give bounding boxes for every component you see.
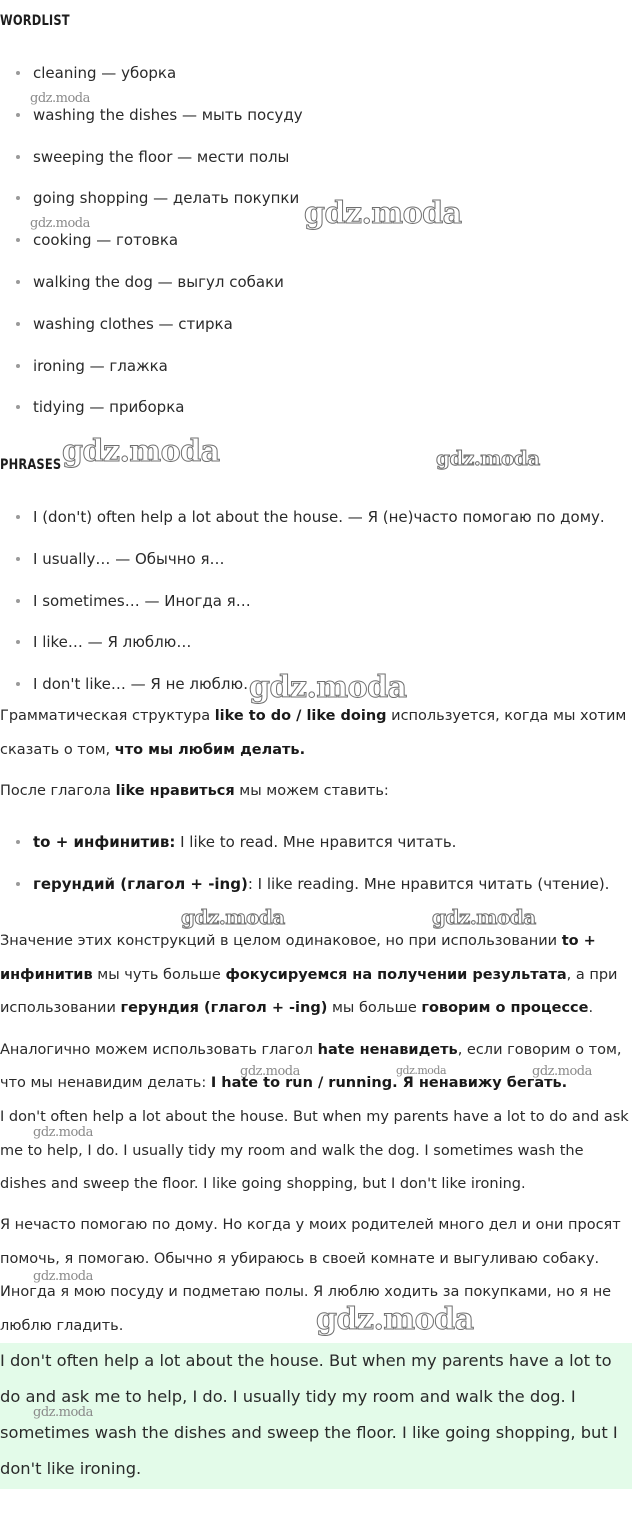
- grammar-meaning: Значение этих конструкций в целом одинаковое, но при использовании to + инфинитив мы чуть больше фокусируемся на получении результата, а при использовании герундия (глагол + -ing) мы больше говорим о процессе.: [0, 933, 618, 1016]
- answer-block: [0, 1343, 632, 1489]
- watermark: gdz.moda: [436, 446, 540, 470]
- watermark: gdz.moda: [396, 1064, 447, 1077]
- watermark: gdz.moda: [33, 1269, 93, 1284]
- list-item: washing clothes — стирка: [0, 313, 632, 355]
- answer-text: I don't often help a lot about the house. But when my parents have a lot to do and ask me to help, I do. I usually tidy my room and walk the dog. I sometimes wash the dishes and sweep the floor. I like going shopping, but I don't like ironing.: [0, 1351, 618, 1478]
- list-item: I sometimes… — Иногда я…: [0, 590, 632, 632]
- watermark: gdz.moda: [181, 905, 285, 929]
- watermark: gdz.moda: [30, 91, 90, 106]
- list-item: cooking — готовка: [0, 229, 632, 271]
- list-item: герундий (глагол + -ing): I like reading. Мне нравится читать (чтение).: [0, 873, 632, 915]
- list-item: to + инфинитив: I like to read. Мне нравится читать.: [0, 831, 632, 873]
- watermark: gdz.moda: [240, 1064, 300, 1079]
- text-english: I don't often help a lot about the house. But when my parents have a lot to do and ask me to help, I do. I usually tidy my room and walk the dog. I sometimes wash the dishes and sweep the floor. I like going shopping, but I don't like ironing.: [0, 1109, 629, 1192]
- list-item: ironing — глажка: [0, 355, 632, 397]
- list-item: washing the dishes — мыть посуду: [0, 104, 632, 146]
- list-item: tidying — приборка: [0, 396, 632, 438]
- list-item: sweeping the floor — мести полы: [0, 146, 632, 188]
- grammar-forms-list: [0, 831, 632, 915]
- list-item: I (don't) often help a lot about the house. — Я (не)часто помогаю по дому.: [0, 506, 632, 548]
- list-item: cleaning — уборка: [0, 62, 632, 104]
- text-russian: Я нечасто помогаю по дому. Но когда у моих родителей много дел и они просят помочь, я помогаю. Обычно я убираюсь в своей комнате и выгуливаю собаку. Иногда я мою посуду и подметаю полы. Я люблю ходить за покупками, но я не люблю гладить.: [0, 1217, 621, 1334]
- list-item: going shopping — делать покупки: [0, 187, 632, 229]
- watermark: gdz.moda: [432, 905, 536, 929]
- phrases-heading: PHRASES: [0, 457, 62, 473]
- watermark: gdz.moda: [532, 1064, 592, 1079]
- list-item: I don't like… — Я не люблю…: [0, 673, 632, 715]
- list-item: I usually… — Обычно я…: [0, 548, 632, 590]
- watermark: gdz.moda: [62, 434, 220, 469]
- watermark: gdz.moda: [33, 1125, 93, 1140]
- wordlist-list: [0, 62, 632, 438]
- wordlist-heading: WORDLIST: [0, 13, 70, 29]
- grammar-hate: Аналогично можем использовать глагол hate ненавидеть, если говорим о том, что мы ненавидим делать: I hate to run / running. Я ненавижу бегать.: [0, 1042, 622, 1091]
- grammar-intro: Грамматическая структура like to do / like doing используется, когда мы хотим сказать о том, что мы любим делать.: [0, 708, 627, 758]
- watermark: gdz.moda: [316, 1302, 474, 1337]
- list-item: walking the dog — выгул собаки: [0, 271, 632, 313]
- watermark: gdz.moda: [30, 216, 90, 231]
- list-item: I like… — Я люблю…: [0, 631, 632, 673]
- grammar-like: После глагола like нравиться мы можем ставить:: [0, 783, 389, 799]
- watermark: gdz.moda: [249, 670, 407, 705]
- watermark: gdz.moda: [33, 1405, 93, 1420]
- watermark: gdz.moda: [304, 196, 462, 231]
